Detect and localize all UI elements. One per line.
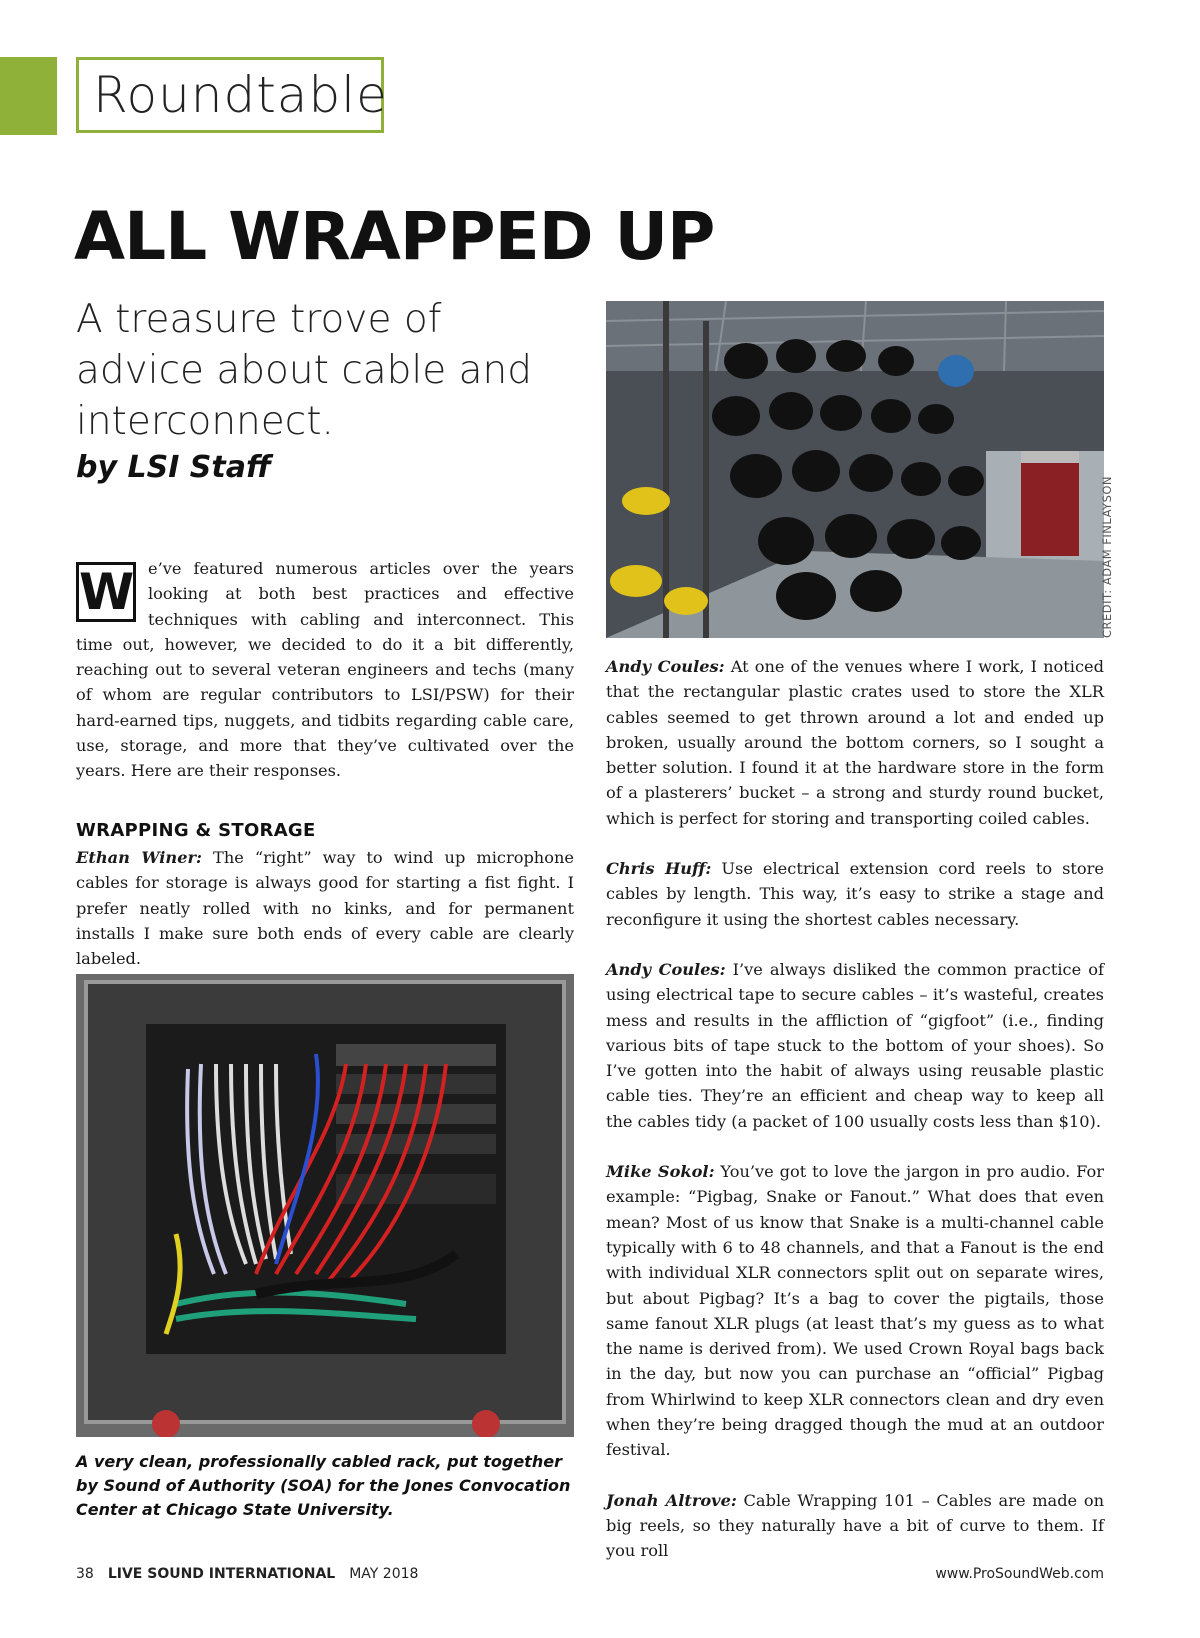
- article-headline: ALL WRAPPED UP: [74, 198, 715, 275]
- quote-paragraph: [76, 845, 574, 971]
- quote-paragraph: [606, 1159, 1104, 1463]
- intro-text: e’ve featured numerous articles over the years looking at both best practices and effective techniques with cabling and interconnect. This time out, however, we decided to do it a bit differently, reaching out to several veteran engineers and techs (many of whom are regular contributors to LSI/PSW) for their hard-earned tips, nuggets, and tidbits regarding cable care, use, storage, and more that they’ve cultivated over the years. Here are their responses.: [76, 559, 574, 781]
- section-accent-bar: [0, 57, 57, 135]
- article-deck: A treasure trove of advice about cable and interconnect.: [76, 297, 533, 444]
- quote-paragraph: [606, 654, 1104, 831]
- speaker-name: Andy Coules:: [606, 959, 726, 979]
- drop-cap: W: [76, 562, 136, 622]
- left-column: [76, 556, 574, 971]
- quote-text: I’ve always disliked the common practice of using electrical tape to secure cables – it’s wasteful, creates mess and results in the affliction of “gigfoot” (i.e., finding various bits of tape stuck to the bottom of your shoes). So I’ve gotten into the habit of always using reusable plastic cable ties. They’re an efficient and cheap way to keep all the cables tidy (a packet of 100 usually costs less than $10).: [606, 959, 1104, 1131]
- section-label: Roundtable: [76, 57, 384, 133]
- cabled-rack-photo: [76, 974, 574, 1437]
- speaker-name: Jonah Altrove:: [606, 1490, 737, 1510]
- quote-text: At one of the venues where I work, I noticed that the rectangular plastic crates used to store the XLR cables seemed to get thrown around a lot and ended up broken, usually around the bottom corners, so I sought a better solution. I found it at the hardware store in the form of a plasterers’ bucket – a strong and sturdy round bucket, which is perfect for storing and transporting coiled cables.: [606, 657, 1104, 828]
- speaker-name: Chris Huff:: [606, 859, 712, 879]
- page-number: 38: [76, 1566, 94, 1582]
- quote-text: You’ve got to love the jargon in pro audio. For example: “Pigbag, Snake or Fanout.” What does that even mean? Most of us know that Snake is a multi-channel cable typically with 6 to 48 channels, and that a Fanout is the end with individual XLR connectors split out on separate wires, but about Pigbag? It’s a bag to cover the pigtails, those same fanout XLR plugs (at least that’s my guess as to what the name is derived from). We used Crown Royal bags back in the day, but now you can purchase an “official” Pigbag from Whirlwind to keep XLR connectors clean and dry even when they’re being dragged though the mud at an outdoor festival.: [606, 1162, 1104, 1460]
- right-column: [606, 654, 1104, 1564]
- speaker-name: Andy Coules:: [606, 657, 725, 676]
- intro-paragraph: [76, 556, 574, 784]
- quote-paragraph: [606, 856, 1104, 932]
- speaker-name: Ethan Winer:: [76, 847, 202, 867]
- website-link[interactable]: www.ProSoundWeb.com: [935, 1566, 1104, 1582]
- page-footer: [76, 1566, 418, 1582]
- quote-paragraph: [606, 1488, 1104, 1564]
- quote-text: Cable Wrapping 101 – Cables are made on big reels, so they naturally have a bit of curve to them. If you roll: [606, 1490, 1104, 1561]
- photo-credit: CREDIT: ADAM FINLAYSON: [1100, 475, 1114, 638]
- magazine-name: LIVE SOUND INTERNATIONAL: [107, 1566, 336, 1582]
- quote-paragraph: [606, 957, 1104, 1134]
- quote-text: Use electrical extension cord reels to store cables by length. This way, it’s easy to strike a stage and reconfigure it using the shortest cables necessary.: [606, 859, 1104, 929]
- photo-caption: A very clean, professionally cabled rack, put together by Sound of Authority (SOA) for the Jones Convocation Center at Chicago State University.: [76, 1452, 571, 1519]
- article-byline: by LSI Staff: [76, 450, 271, 485]
- quote-text: The “right” way to wind up microphone cables for storage is always good for starting a fist fight. I prefer neatly rolled with no kinks, and for permanent installs I make sure both ends of every cable are clearly labeled.: [76, 847, 574, 969]
- cable-storage-photo: [606, 301, 1104, 638]
- issue-date: MAY 2018: [349, 1566, 419, 1582]
- subhead-wrapping-storage: WRAPPING & STORAGE: [76, 819, 316, 841]
- speaker-name: Mike Sokol:: [606, 1162, 715, 1182]
